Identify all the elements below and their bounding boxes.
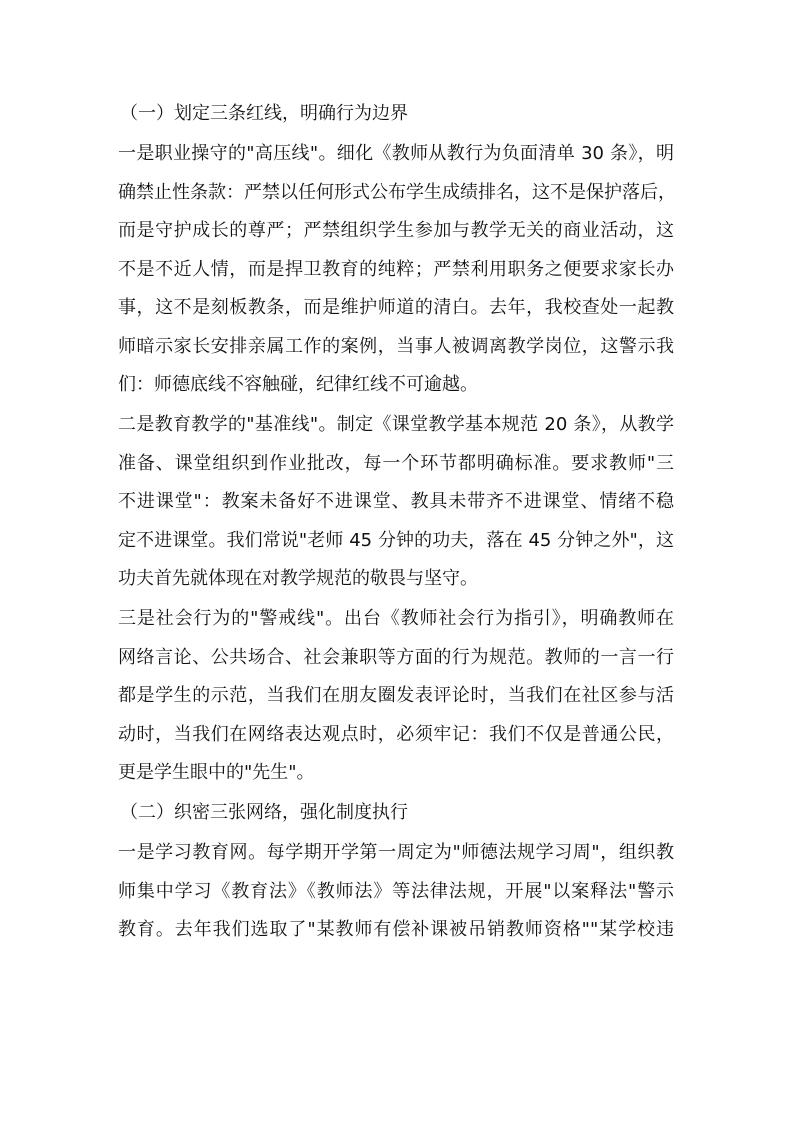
text-line: 不是不近人情，而是捍卫教育的纯粹；严禁利用职务之便要求家长办 bbox=[118, 258, 674, 280]
text-line: 不进课堂"：教案未备好不进课堂、教具未带齐不进课堂、情绪不稳 bbox=[118, 491, 674, 512]
text-line: 三是社会行为的"警戒线"。出台《教师社会行为指引》，明确教师在 bbox=[118, 608, 674, 629]
text-line: 而是守护成长的尊严；严禁组织学生参加与教学无关的商业活动，这 bbox=[118, 220, 674, 241]
text-line: 们：师德底线不容触碰，纪律红线不可逾越。 bbox=[118, 374, 478, 395]
text-line: 更是学生眼中的"先生"。 bbox=[118, 762, 315, 783]
section-heading-2: （二）织密三张网络，强化制度执行 bbox=[120, 802, 408, 823]
text-line: 事，这不是刻板教条，而是维护师道的清白。去年，我校查处一起教 bbox=[118, 297, 674, 318]
text-line: 功夫首先就体现在对教学规范的敬畏与坚守。 bbox=[118, 568, 478, 589]
section-heading-1: （一）划定三条红线，明确行为边界 bbox=[120, 103, 408, 124]
text-line: 师集中学习《教育法》《教师法》等法律法规，开展"以案释法"警示 bbox=[118, 880, 674, 902]
paragraph-professional-ethics bbox=[118, 135, 674, 405]
text-line: 一是职业操守的"高压线"。细化《教师从教行为负面清单 30 条》，明 bbox=[118, 143, 674, 164]
text-line: 一是学习教育网。每学期开学第一周定为"师德法规学习周"，组织教 bbox=[118, 842, 674, 863]
paragraph-teaching-standards bbox=[118, 406, 674, 599]
document-page bbox=[118, 95, 674, 951]
text-line: 教育。去年我们选取了"某教师有偿补课被吊销教师资格""某学校违 bbox=[118, 919, 674, 940]
text-line: 动时，当我们在网络表达观点时，必须牢记：我们不仅是普通公民， bbox=[118, 723, 674, 745]
paragraph-learning-network bbox=[118, 834, 674, 950]
paragraph-social-conduct bbox=[118, 600, 674, 793]
text-line: 准备、课堂组织到作业批改，每一个环节都明确标准。要求教师"三 bbox=[118, 452, 674, 474]
text-line: 都是学生的示范，当我们在朋友圈发表评论时，当我们在社区参与活 bbox=[118, 685, 674, 706]
text-line: 二是教育教学的"基准线"。制定《课堂教学基本规范 20 条》，从教学 bbox=[118, 414, 674, 435]
text-line: 网络言论、公共场合、社会兼职等方面的行为规范。教师的一言一行 bbox=[118, 646, 674, 668]
text-line: 定不进课堂。我们常说"老师 45 分钟的功夫，落在 45 分钟之外"，这 bbox=[118, 529, 674, 551]
text-line: 师暗示家长安排亲属工作的案例，当事人被调离教学岗位，这警示我 bbox=[118, 335, 674, 357]
text-line: 确禁止性条款：严禁以任何形式公布学生成绩排名，这不是保护落后， bbox=[118, 181, 676, 203]
